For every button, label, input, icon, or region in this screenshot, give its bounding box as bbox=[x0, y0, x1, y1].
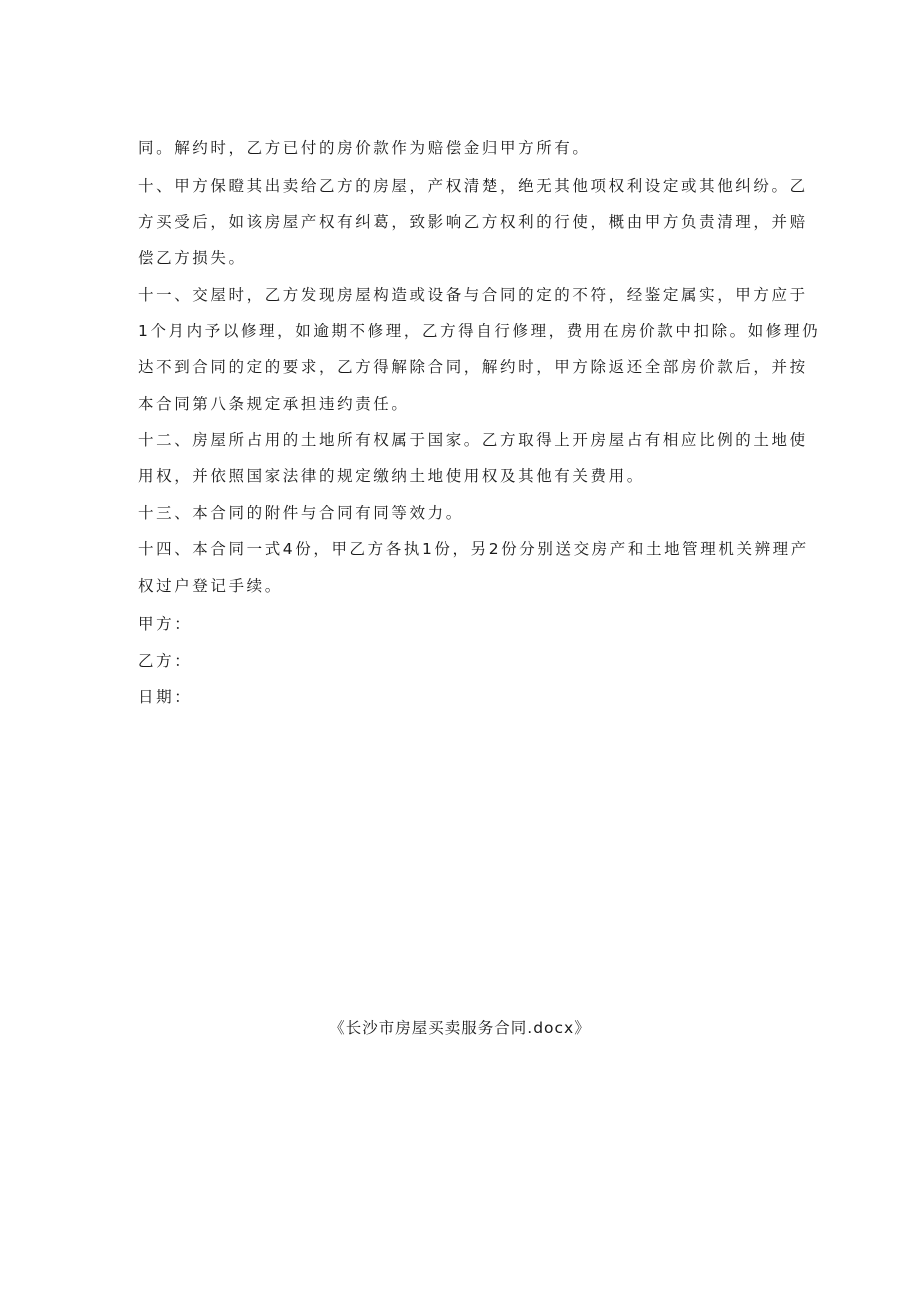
party-b-label: 乙方： bbox=[138, 652, 193, 670]
date-label: 日期： bbox=[138, 688, 193, 706]
document-filename: 《长沙市房屋买卖服务合同.docx》 bbox=[329, 1019, 591, 1037]
text-line: 十二、房屋所占用的土地所有权属于国家。乙方取得上开房屋占有相应比例的土地使 bbox=[138, 431, 808, 449]
party-a-label: 甲方： bbox=[138, 615, 193, 633]
text-line: 本合同第八条规定承担违约责任。 bbox=[138, 395, 410, 413]
text-line: 十四、本合同一式4份，甲乙方各执1份，另2份分别送交房产和土地管理机关辨理产 bbox=[138, 540, 809, 558]
text-line: 同。解约时，乙方已付的房价款作为赔偿金归甲方所有。 bbox=[138, 139, 591, 157]
text-line: 十一、交屋时，乙方发现房屋构造或设备与合同的定的不符，经鉴定属实，甲方应于 bbox=[138, 286, 808, 304]
text-line: 权过户登记手续。 bbox=[138, 577, 283, 595]
text-line: 方买受后，如该房屋产权有纠葛，致影响乙方权利的行使，概由甲方负责清理，并赔 bbox=[138, 213, 808, 231]
text-line: 十、甲方保瞪其出卖给乙方的房屋，产权清楚，绝无其他项权利设定或其他纠纷。乙 bbox=[138, 177, 808, 195]
text-line: 十三、本合同的附件与合同有同等效力。 bbox=[138, 504, 464, 522]
text-line: 偿乙方损失。 bbox=[138, 249, 247, 267]
text-line: 1个月内予以修理，如逾期不修理，乙方得自行修理，费用在房价款中扣除。如修理仍 bbox=[138, 322, 821, 340]
text-line: 达不到合同的定的要求，乙方得解除合同，解约时，甲方除返还全部房价款后，并按 bbox=[138, 358, 808, 376]
text-line: 用权，并依照国家法律的规定缴纳土地使用权及其他有关费用。 bbox=[138, 467, 645, 485]
